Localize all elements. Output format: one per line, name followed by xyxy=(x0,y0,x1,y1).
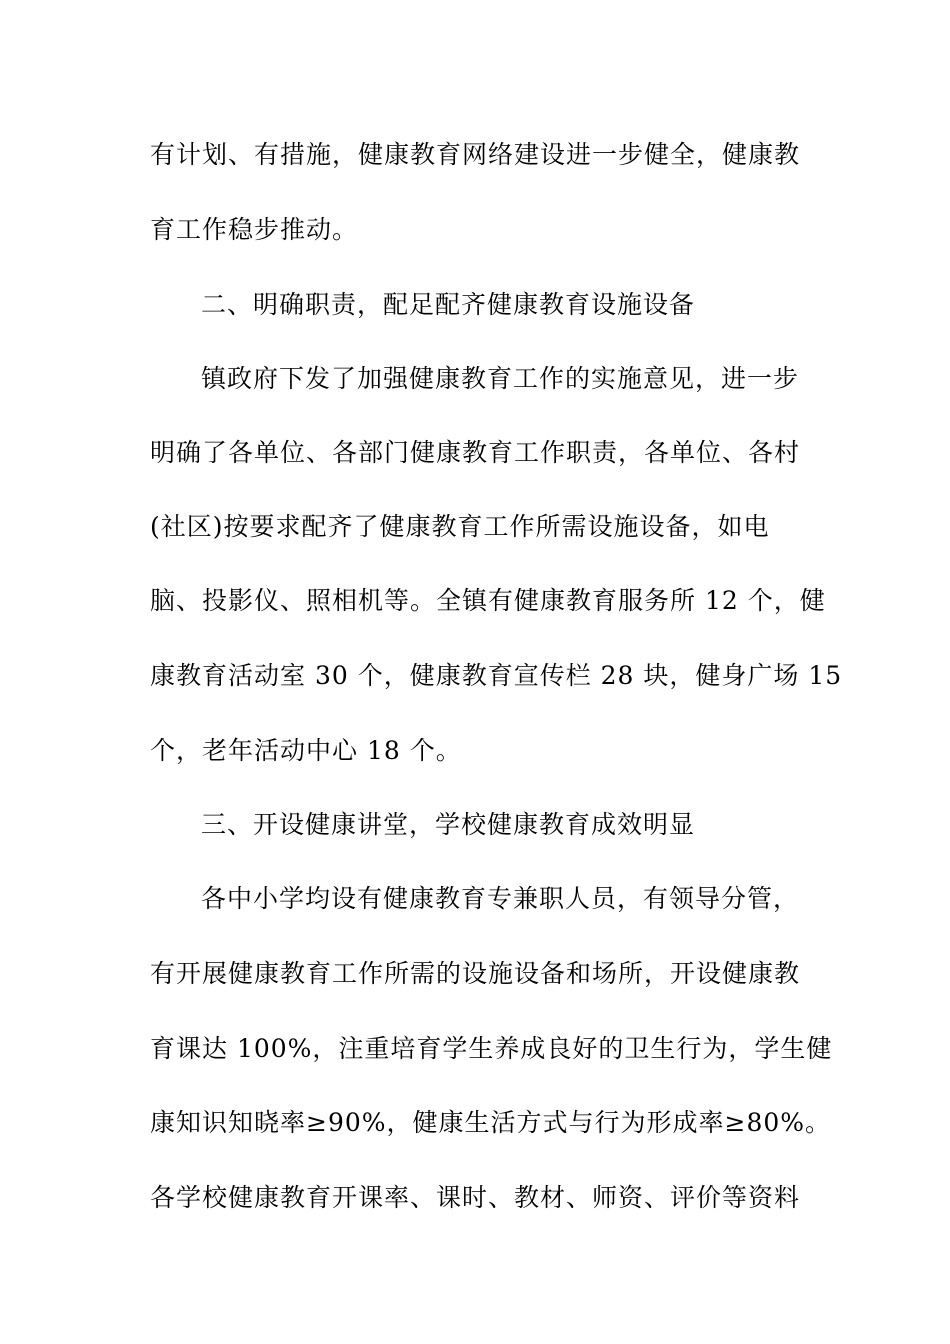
section-heading: 三、开设健康讲堂，学校健康教育成效明显 xyxy=(201,810,696,839)
section-heading: 二、明确职责，配足配齐健康教育设施设备 xyxy=(201,290,696,319)
text-line: 各中小学均设有健康教育专兼职人员，有领导分管， xyxy=(201,884,800,913)
text-line: 明确了各单位、各部门健康教育工作职责，各单位、各村 xyxy=(150,438,801,467)
text-line: 康教育活动室 30 个，健康教育宣传栏 28 块，健身广场 15 xyxy=(150,661,843,690)
text-line: 各学校健康教育开课率、课时、教材、师资、评价等资料 xyxy=(150,1183,801,1212)
text-line: 康知识知晓率≥90%，健康生活方式与行为形成率≥80%。 xyxy=(150,1108,832,1137)
text-line: 脑、投影仪、照相机等。全镇有健康教育服务所 12 个，健 xyxy=(150,586,826,615)
text-line: 镇政府下发了加强健康教育工作的实施意见，进一步 xyxy=(201,364,800,393)
text-line: 育工作稳步推动。 xyxy=(150,215,359,244)
text-line: 育课达 100%，注重培育学生养成良好的卫生行为，学生健 xyxy=(150,1034,833,1063)
text-line: 个，老年活动中心 18 个。 xyxy=(150,736,462,765)
text-line: 有开展健康教育工作所需的设施设备和场所，开设健康教 xyxy=(150,959,801,988)
text-line: 有计划、有措施，健康教育网络建设进一步健全，健康教 xyxy=(150,140,801,169)
text-line: (社区)按要求配齐了健康教育工作所需设施设备，如电 xyxy=(150,512,770,541)
